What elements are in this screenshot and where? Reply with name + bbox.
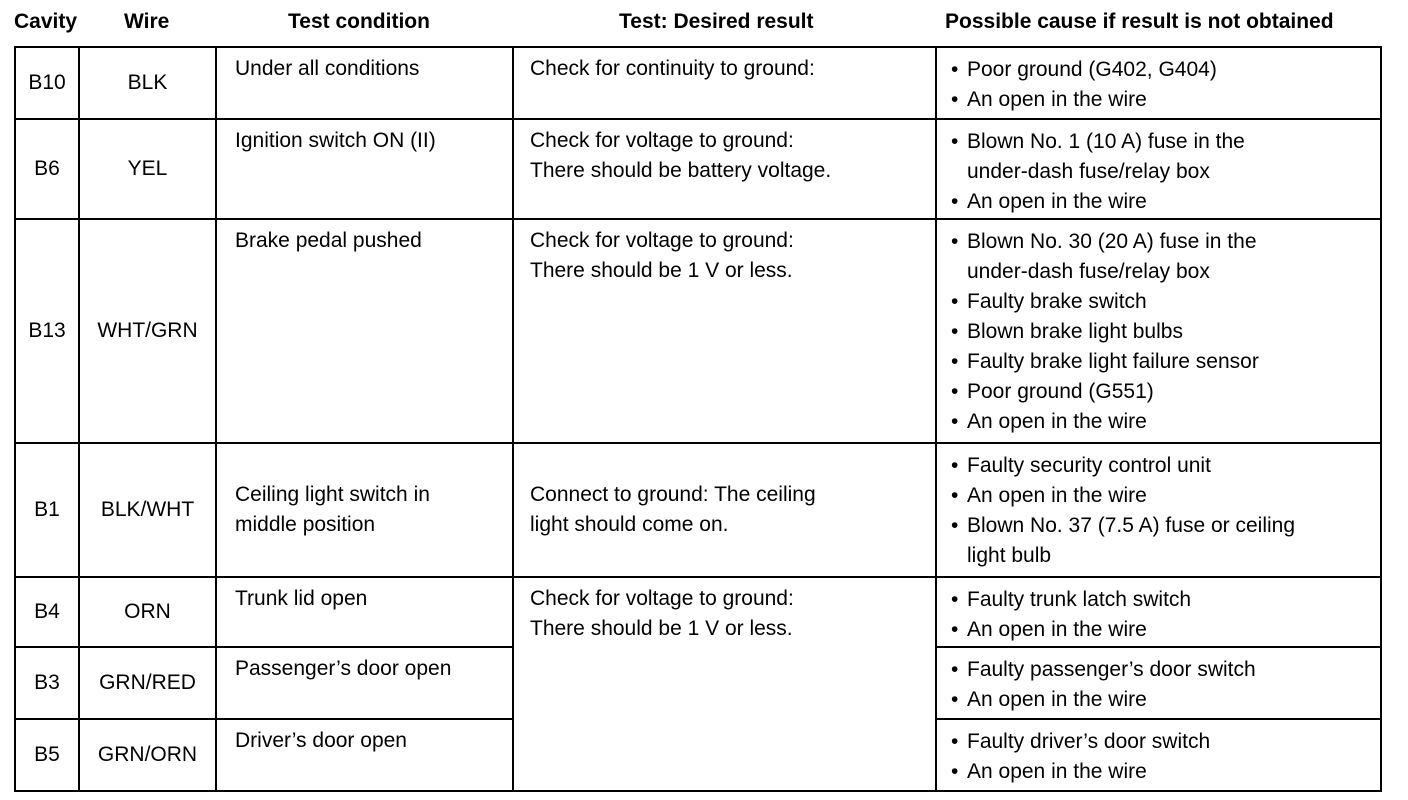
connector-test-table [14, 46, 1382, 792]
cause-item: • Blown brake light bulbs [951, 317, 1372, 347]
desired-result-cell [513, 219, 936, 443]
condition-text: Trunk lid open [235, 587, 368, 610]
cause-item: • Faulty brake switch [951, 287, 1372, 317]
condition-text: Under all conditions [235, 57, 420, 80]
cavity-cell: B1 [15, 443, 79, 577]
cause-item: • Faulty trunk latch switch [951, 585, 1372, 615]
cause-item: • An open in the wire [951, 187, 1372, 217]
cause-item: • An open in the wire [951, 615, 1372, 645]
wire-cell: WHT/GRN [79, 219, 216, 443]
cavity-cell: B3 [15, 647, 79, 719]
desired-result-text: Check for continuity to ground: [530, 57, 815, 80]
wire-cell: GRN/RED [79, 647, 216, 719]
condition-text: Ceiling light switch in middle position [235, 483, 430, 536]
desired-result-text: Check for voltage to ground: There should be 1 V or less. [530, 229, 794, 282]
table-row [15, 443, 1381, 577]
wire-cell: BLK [79, 47, 216, 119]
cause-item: • Faulty driver’s door switch [951, 727, 1372, 757]
condition-cell [216, 119, 513, 219]
possible-cause-cell [936, 443, 1381, 577]
possible-cause-cell [936, 119, 1381, 219]
table-row [15, 219, 1381, 443]
condition-cell [216, 47, 513, 119]
possible-cause-cell [936, 47, 1381, 119]
table-row [15, 119, 1381, 219]
cause-item: • An open in the wire [951, 481, 1372, 511]
condition-text: Ignition switch ON (II) [235, 129, 436, 152]
cause-item: • Blown No. 37 (7.5 A) fuse or ceiling light bulb [951, 511, 1372, 571]
cavity-cell: B10 [15, 47, 79, 119]
cavity-cell: B4 [15, 577, 79, 647]
possible-cause-cell [936, 577, 1381, 647]
condition-cell [216, 219, 513, 443]
cause-list [951, 451, 1372, 571]
cause-list [951, 585, 1372, 645]
cause-list [951, 55, 1372, 115]
condition-cell [216, 577, 513, 647]
cavity-cell: B6 [15, 119, 79, 219]
condition-text: Driver’s door open [235, 729, 407, 752]
condition-text: Passenger’s door open [235, 657, 452, 680]
condition-cell [216, 719, 513, 791]
cause-item: • An open in the wire [951, 757, 1372, 787]
cause-item: • Blown No. 1 (10 A) fuse in the under-dash fuse/relay box [951, 127, 1372, 187]
cause-item: • Poor ground (G402, G404) [951, 55, 1372, 85]
cause-item: • Faulty passenger’s door switch [951, 655, 1372, 685]
condition-text: Brake pedal pushed [235, 229, 422, 252]
cause-item: • Faulty brake light failure sensor [951, 347, 1372, 377]
possible-cause-cell [936, 647, 1381, 719]
desired-result-text: Connect to ground: The ceiling light should come on. [530, 483, 816, 536]
condition-cell [216, 647, 513, 719]
desired-result-cell [513, 47, 936, 119]
header-possible-cause: Possible cause if result is not obtained [945, 10, 1334, 33]
wire-cell: BLK/WHT [79, 443, 216, 577]
desired-result-text: Check for voltage to ground: There should be battery voltage. [530, 129, 832, 182]
wire-cell: GRN/ORN [79, 719, 216, 791]
cause-item: • An open in the wire [951, 685, 1372, 715]
header-wire: Wire [124, 10, 170, 33]
wire-cell: YEL [79, 119, 216, 219]
table-row [15, 47, 1381, 119]
cause-item: • Poor ground (G551) [951, 377, 1372, 407]
desired-result-cell [513, 119, 936, 219]
cause-list [951, 727, 1372, 787]
cavity-cell: B5 [15, 719, 79, 791]
cause-item: • An open in the wire [951, 407, 1372, 437]
desired-result-cell [513, 577, 936, 791]
condition-cell [216, 443, 513, 577]
cause-list [951, 655, 1372, 715]
header-cavity: Cavity [14, 10, 78, 33]
header-test-condition: Test condition [288, 10, 430, 33]
desired-result-text: Check for voltage to ground: There should be 1 V or less. [530, 587, 794, 640]
table-header [0, 0, 1408, 46]
possible-cause-cell [936, 719, 1381, 791]
cavity-cell: B13 [15, 219, 79, 443]
cause-item: • Blown No. 30 (20 A) fuse in the under-dash fuse/relay box [951, 227, 1372, 287]
desired-result-cell [513, 443, 936, 577]
cause-item: • Faulty security control unit [951, 451, 1372, 481]
cause-list [951, 227, 1372, 437]
header-desired-result: Test: Desired result [619, 10, 814, 33]
possible-cause-cell [936, 219, 1381, 443]
cause-list [951, 127, 1372, 217]
cause-item: • An open in the wire [951, 85, 1372, 115]
wire-cell: ORN [79, 577, 216, 647]
table-row [15, 577, 1381, 647]
